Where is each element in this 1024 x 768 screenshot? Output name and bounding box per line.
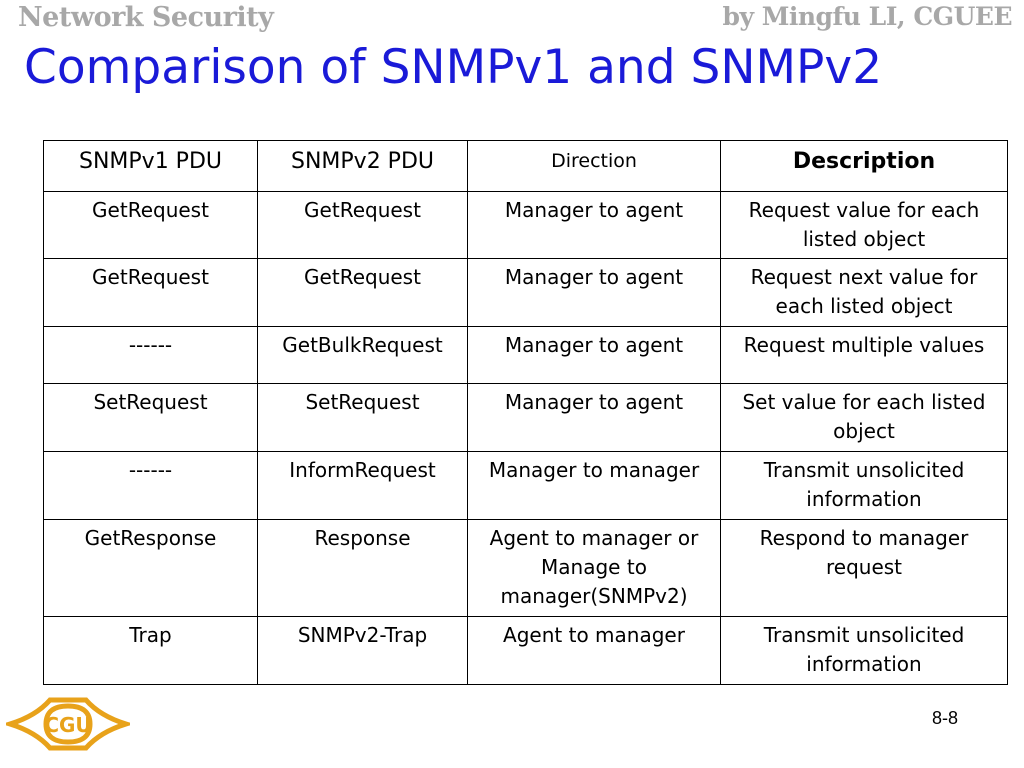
header-author: by Mingfu LI, CGUEE [722, 2, 1012, 31]
table-row [44, 192, 1008, 259]
cell-snmpv2-pdu: SetRequest [258, 384, 468, 452]
cell-direction: Manager to manager [468, 452, 721, 520]
cell-direction: Manager to agent [468, 327, 721, 384]
cell-snmpv1-pdu: GetResponse [44, 520, 258, 617]
cell-direction: Agent to manager or Manage to manager(SNMPv2) [468, 520, 721, 617]
cell-snmpv1-pdu: SetRequest [44, 384, 258, 452]
cell-snmpv2-pdu: SNMPv2-Trap [258, 617, 468, 685]
cell-direction: Manager to agent [468, 384, 721, 452]
cell-description: Request next value for each listed object [721, 259, 1008, 327]
slide-title: Comparison of SNMPv1 and SNMPv2 [24, 40, 883, 95]
cell-snmpv1-pdu: GetRequest [44, 259, 258, 327]
cell-snmpv1-pdu: ------ [44, 452, 258, 520]
table-row [44, 452, 1008, 520]
cell-description: Transmit unsolicited information [721, 452, 1008, 520]
header-snmpv1-pdu: SNMPv1 PDU [44, 141, 258, 192]
svg-text:CGU: CGU [44, 713, 92, 737]
cell-snmpv2-pdu: InformRequest [258, 452, 468, 520]
header-course-title: Network Security [18, 2, 274, 33]
pdu-comparison-table [43, 140, 1008, 685]
table-row [44, 384, 1008, 452]
header-snmpv2-pdu: SNMPv2 PDU [258, 141, 468, 192]
cell-snmpv2-pdu: GetRequest [258, 192, 468, 259]
cell-description: Transmit unsolicited information [721, 617, 1008, 685]
table-row [44, 259, 1008, 327]
cell-snmpv1-pdu: GetRequest [44, 192, 258, 259]
cell-description: Request value for each listed object [721, 192, 1008, 259]
cell-description: Respond to manager request [721, 520, 1008, 617]
cell-description: Request multiple values [721, 327, 1008, 384]
cell-description: Set value for each listed object [721, 384, 1008, 452]
cell-snmpv2-pdu: GetRequest [258, 259, 468, 327]
cell-direction: Manager to agent [468, 192, 721, 259]
cell-snmpv2-pdu: GetBulkRequest [258, 327, 468, 384]
cell-direction: Manager to agent [468, 259, 721, 327]
header-direction: Direction [468, 141, 721, 192]
cell-direction: Agent to manager [468, 617, 721, 685]
cell-snmpv2-pdu: Response [258, 520, 468, 617]
cgu-logo-icon [6, 688, 130, 760]
cell-snmpv1-pdu: Trap [44, 617, 258, 685]
table-row [44, 617, 1008, 685]
cell-snmpv1-pdu: ------ [44, 327, 258, 384]
page-number: 8-8 [932, 708, 959, 728]
table-row [44, 520, 1008, 617]
header-description: Description [721, 141, 1008, 192]
table-header-row [44, 141, 1008, 192]
university-logo [6, 688, 130, 764]
table-row [44, 327, 1008, 384]
